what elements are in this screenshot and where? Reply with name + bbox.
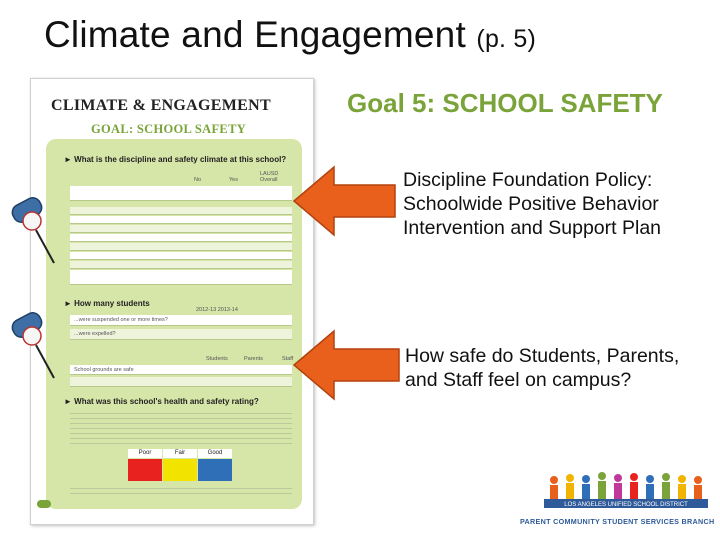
goal-heading: Goal 5: SCHOOL SAFETY [347, 88, 663, 118]
document-heading: CLIMATE & ENGAGEMENT [51, 97, 271, 114]
table-row [70, 261, 292, 269]
arrow-icon [292, 164, 398, 238]
rating-scale [128, 449, 232, 489]
rating-poor-bar [128, 459, 162, 481]
page-number-marker [37, 500, 51, 508]
column-staff: Staff [282, 356, 294, 362]
table-row [70, 270, 292, 285]
scorecard-document-image [30, 78, 314, 525]
document-subheading: GOAL: SCHOOL SAFETY [91, 122, 247, 136]
grounds-label: School grounds are safe [74, 367, 134, 373]
column-no: No [194, 177, 202, 183]
arrow-icon [292, 328, 402, 402]
column-students: Students [206, 356, 228, 362]
point-discipline-policy: Discipline Foundation Policy: Schoolwide Positive Behavior Intervention and Support Plan [403, 169, 662, 239]
column-parents: Parents [244, 356, 263, 362]
footer-banner: LOS ANGELES UNIFIED SCHOOL DISTRICT [564, 502, 688, 508]
table-row [70, 377, 292, 387]
rating-fair-label: Fair [163, 449, 197, 458]
rating-description-text [70, 409, 292, 445]
table-row [70, 207, 292, 215]
point-safety-perception: How safe do Students, Parents, and Staff feel on campus? [405, 345, 680, 391]
column-lausd-overall: LAUSD Overall [260, 171, 279, 183]
rating-good-bar [198, 459, 232, 481]
table-row [70, 243, 292, 251]
expelled-label: ...were expelled? [74, 331, 116, 337]
page-reference: (p. 5) [476, 25, 536, 53]
footer-logo-icon [538, 470, 710, 512]
table-row [70, 216, 292, 224]
table-row [70, 225, 292, 233]
title-text: Climate and Engagement [44, 14, 466, 55]
question-discipline-climate: ► What is the discipline and safety climate at this school? [64, 155, 287, 164]
whistle-icon [6, 310, 62, 382]
footer-branch-name: PARENT COMMUNITY STUDENT SERVICES BRANCH [520, 517, 715, 526]
question-how-many-students: ► How many students [64, 299, 150, 308]
rating-good-label: Good [198, 449, 232, 458]
rating-poor-label: Poor [128, 449, 162, 458]
column-yes: Yes [229, 177, 238, 183]
table-row [70, 234, 292, 242]
table-row [70, 186, 292, 201]
whistle-icon [6, 195, 62, 267]
rating-fair-bar [163, 459, 197, 481]
table-row [70, 252, 292, 260]
suspended-label: ...were suspended one or more times? [74, 317, 168, 323]
year-columns: 2012-13 2013-14 [196, 307, 238, 313]
question-health-safety-rating: ► What was this school's health and safety rating? [64, 397, 259, 406]
slide-title [44, 14, 536, 56]
